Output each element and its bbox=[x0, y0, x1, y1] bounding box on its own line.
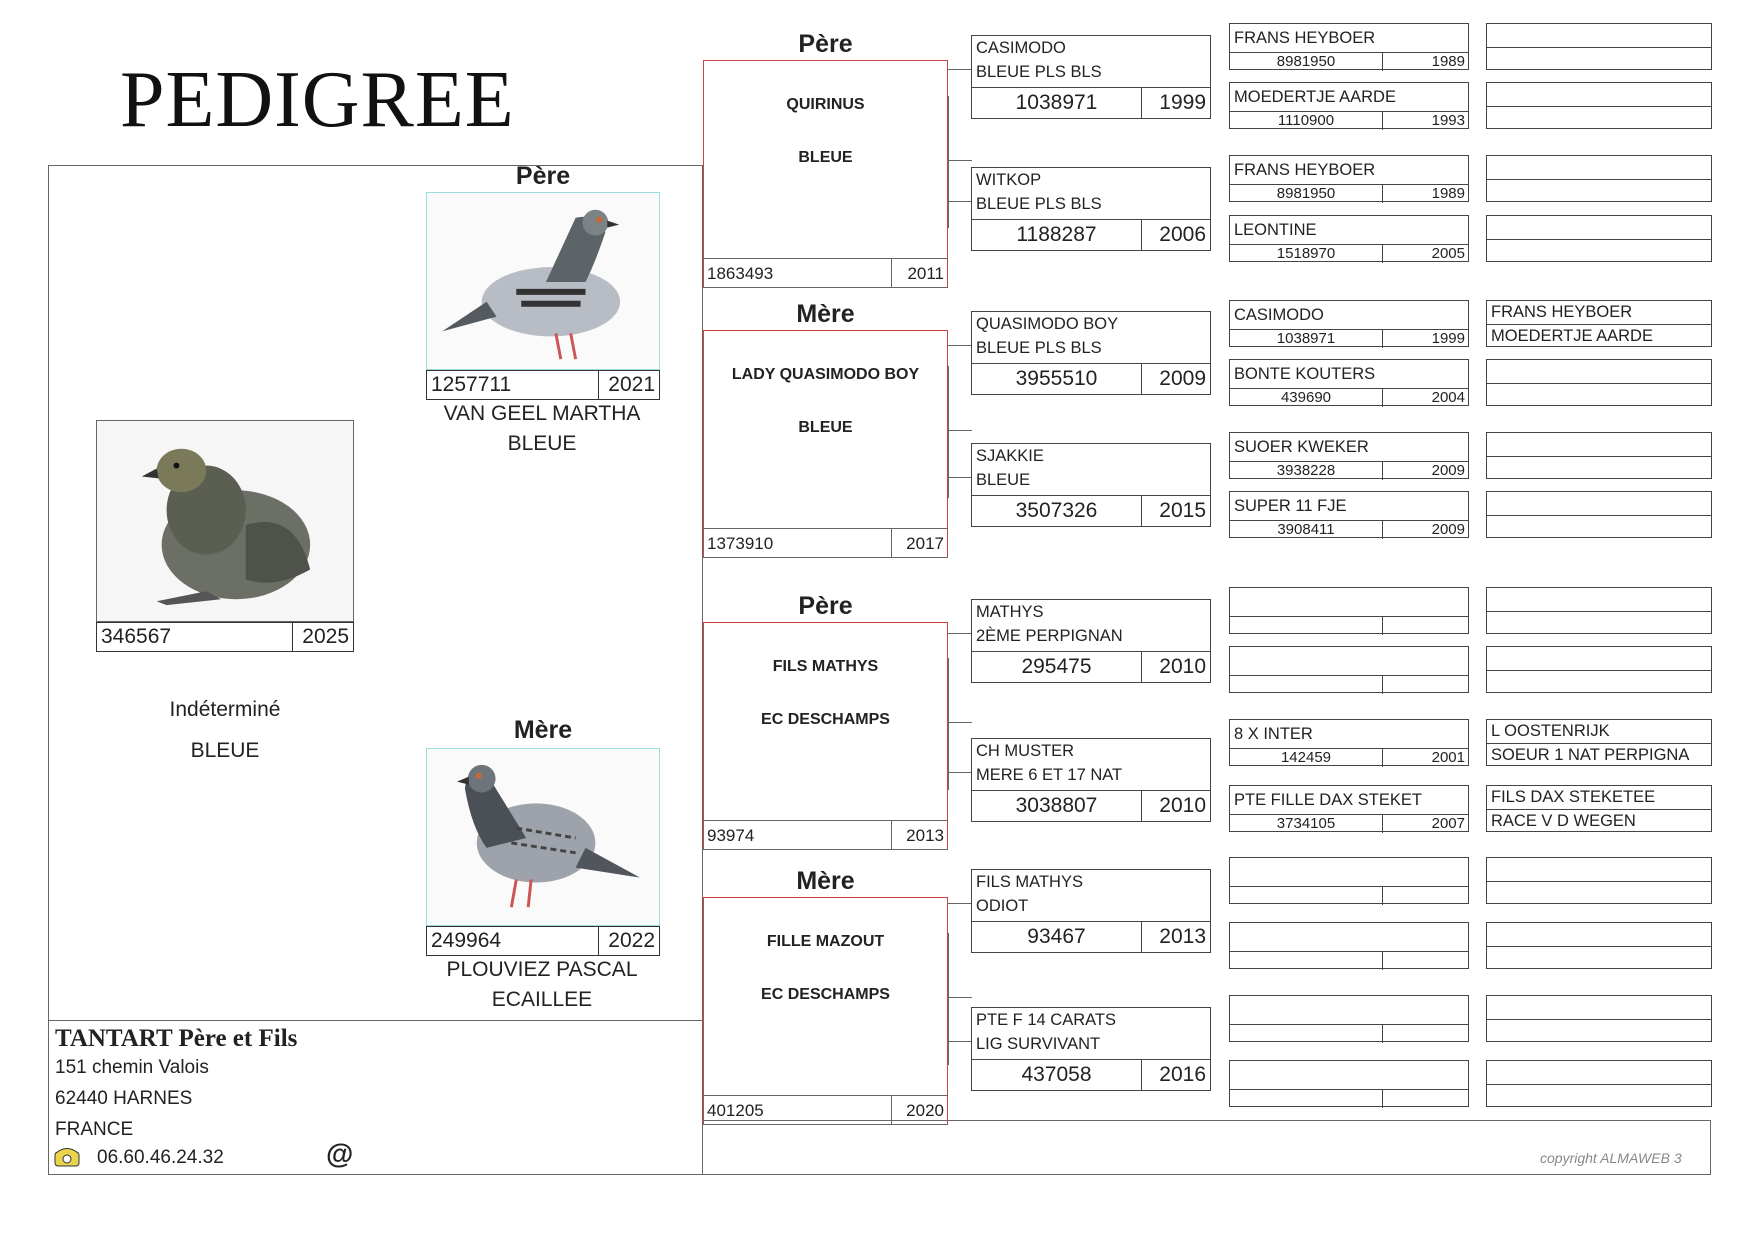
connector bbox=[948, 1041, 971, 1042]
gen4-year: 1989 bbox=[1431, 185, 1465, 202]
gen5-line2 bbox=[1487, 456, 1711, 480]
gen3-detail: ODIOT bbox=[976, 897, 1029, 915]
gen4-year: 2007 bbox=[1431, 815, 1465, 832]
gen4-year: 2001 bbox=[1431, 749, 1465, 766]
page-title: PEDIGREE bbox=[120, 56, 515, 144]
gen4-ring-row bbox=[1230, 1090, 1468, 1108]
gen3-ring-row bbox=[972, 1059, 1210, 1090]
gen3-card bbox=[971, 1007, 1211, 1091]
gen2-ring-row bbox=[703, 1095, 948, 1125]
sire-label: Père bbox=[515, 162, 571, 190]
gen3-year: 2016 bbox=[1159, 1063, 1206, 1086]
gen4-year: 2009 bbox=[1431, 521, 1465, 538]
gen3-detail: MERE 6 ET 17 NAT bbox=[976, 766, 1123, 784]
gen4-ring-row bbox=[1230, 185, 1468, 203]
gen5-line2 bbox=[1487, 1019, 1711, 1043]
gen3-name: CH MUSTER bbox=[976, 742, 1075, 760]
gen5-card bbox=[1486, 785, 1712, 832]
gen3-name: CASIMODO bbox=[976, 39, 1066, 57]
connector bbox=[948, 772, 971, 773]
gen3-card bbox=[971, 869, 1211, 953]
gen4-year: 2004 bbox=[1431, 389, 1465, 406]
gen2-year: 2020 bbox=[906, 1101, 944, 1120]
gen3-name: WITKOP bbox=[976, 171, 1042, 189]
connector bbox=[948, 345, 971, 346]
gen4-year: 1993 bbox=[1431, 112, 1465, 129]
gen2-name: LADY QUASIMODO BOY bbox=[731, 366, 920, 383]
gen3-ring: 3038807 bbox=[972, 791, 1142, 821]
connector bbox=[948, 997, 972, 998]
gen5-line2 bbox=[1487, 47, 1711, 71]
dam-owner: PLOUVIEZ PASCAL bbox=[446, 958, 638, 981]
dam-ring-row bbox=[426, 926, 660, 956]
gen5-card bbox=[1486, 23, 1712, 70]
gen4-ring: 142459 bbox=[1230, 749, 1383, 767]
gen2-color: BLEUE bbox=[798, 149, 853, 166]
gen5-line1 bbox=[1487, 647, 1711, 670]
gen4-year: 1999 bbox=[1431, 330, 1465, 347]
sire-owner: VAN GEEL MARTHA bbox=[443, 402, 641, 425]
gen4-card bbox=[1229, 646, 1469, 693]
gen3-detail: BLEUE PLS BLS bbox=[976, 63, 1102, 81]
gen2-card bbox=[703, 897, 948, 1125]
gen5-line1: L OOSTENRIJK bbox=[1491, 722, 1610, 740]
gen4-name: BONTE KOUTERS bbox=[1230, 360, 1468, 389]
connector bbox=[948, 96, 949, 228]
sire-ring: 1257711 bbox=[427, 371, 599, 399]
gen4-year: 1989 bbox=[1431, 53, 1465, 70]
gen3-ring: 295475 bbox=[972, 652, 1142, 682]
gen4-name: CASIMODO bbox=[1230, 301, 1468, 330]
gen4-ring-row bbox=[1230, 389, 1468, 407]
gen4-name: SUPER 11 FJE bbox=[1230, 492, 1468, 521]
gen4-ring bbox=[1230, 1025, 1383, 1043]
gen3-card bbox=[971, 443, 1211, 527]
gen4-year bbox=[1383, 617, 1468, 635]
gen4-card bbox=[1229, 1060, 1469, 1107]
gen5-card bbox=[1486, 719, 1712, 766]
gen5-card bbox=[1486, 857, 1712, 904]
gen4-ring bbox=[1230, 952, 1383, 970]
connector bbox=[948, 903, 971, 904]
gen3-ring-row bbox=[972, 363, 1210, 394]
breeder-phone: 06.60.46.24.32 bbox=[97, 1147, 224, 1168]
gen2-name: FILLE MAZOUT bbox=[766, 933, 885, 950]
sire-color: BLEUE bbox=[507, 432, 577, 455]
gen4-ring: 8981950 bbox=[1230, 185, 1383, 203]
gen4-year bbox=[1383, 887, 1468, 905]
gen5-card bbox=[1486, 587, 1712, 634]
gen3-ring: 93467 bbox=[972, 922, 1142, 952]
gen4-ring bbox=[1230, 676, 1383, 694]
gen4-card bbox=[1229, 857, 1469, 904]
gen3-name: QUASIMODO BOY bbox=[976, 315, 1119, 333]
gen4-ring-row bbox=[1230, 887, 1468, 905]
gen2-ring: 93974 bbox=[703, 821, 892, 849]
gen4-card bbox=[1229, 491, 1469, 538]
gen4-ring-row bbox=[1230, 462, 1468, 480]
gen5-line1 bbox=[1487, 923, 1711, 946]
gen5-line1 bbox=[1487, 433, 1711, 456]
gen3-ring-row bbox=[972, 495, 1210, 526]
gen5-card bbox=[1486, 432, 1712, 479]
gen5-line1 bbox=[1487, 858, 1711, 881]
breeder-city: 62440 HARNES bbox=[55, 1088, 193, 1109]
gen5-line1 bbox=[1487, 83, 1711, 106]
gen4-name: LEONTINE bbox=[1230, 216, 1468, 245]
gen2-ring: 1373910 bbox=[703, 529, 892, 557]
gen2-label: Père bbox=[798, 30, 853, 58]
gen5-line2 bbox=[1487, 515, 1711, 539]
connector bbox=[948, 430, 972, 431]
gen5-card bbox=[1486, 491, 1712, 538]
gen3-card bbox=[971, 599, 1211, 683]
subject-sex: Indéterminé bbox=[169, 698, 281, 721]
gen4-year: 2005 bbox=[1431, 245, 1465, 262]
gen3-card bbox=[971, 738, 1211, 822]
gen3-name: PTE F 14 CARATS bbox=[976, 1011, 1116, 1029]
connector bbox=[948, 477, 971, 478]
gen3-detail: BLEUE PLS BLS bbox=[976, 339, 1102, 357]
gen4-name: FRANS HEYBOER bbox=[1230, 156, 1468, 185]
sire-photo bbox=[426, 192, 660, 370]
gen2-ring-row bbox=[703, 528, 948, 558]
gen3-ring-row bbox=[972, 790, 1210, 821]
gen2-card bbox=[703, 60, 948, 288]
gen4-ring-row bbox=[1230, 521, 1468, 539]
gen5-card bbox=[1486, 922, 1712, 969]
dam-ring: 249964 bbox=[427, 927, 599, 955]
gen3-detail: BLEUE PLS BLS bbox=[976, 195, 1102, 213]
gen4-card bbox=[1229, 432, 1469, 479]
gen3-name: FILS MATHYS bbox=[976, 873, 1083, 891]
gen5-line1 bbox=[1487, 1061, 1711, 1084]
phone-icon bbox=[53, 1146, 81, 1168]
connector bbox=[948, 722, 972, 723]
gen4-year bbox=[1383, 1025, 1468, 1043]
gen4-ring: 1038971 bbox=[1230, 330, 1383, 348]
gen4-year bbox=[1383, 1090, 1468, 1108]
squab-image bbox=[97, 421, 353, 621]
gen4-ring bbox=[1230, 1090, 1383, 1108]
gen2-color: BLEUE bbox=[798, 419, 853, 436]
breeder-country: FRANCE bbox=[55, 1119, 134, 1140]
gen3-detail: LIG SURVIVANT bbox=[976, 1035, 1101, 1053]
gen5-line1 bbox=[1487, 24, 1711, 47]
gen2-label: Mère bbox=[796, 867, 855, 895]
subject-color: BLEUE bbox=[190, 739, 260, 762]
gen3-year: 2009 bbox=[1159, 367, 1206, 390]
gen2-label: Mère bbox=[796, 300, 855, 328]
gen5-line2: SOEUR 1 NAT PERPIGNA bbox=[1487, 743, 1711, 767]
breeder-street: 151 chemin Valois bbox=[55, 1057, 209, 1078]
gen3-name: SJAKKIE bbox=[976, 447, 1044, 465]
gen4-card bbox=[1229, 922, 1469, 969]
gen4-ring: 3908411 bbox=[1230, 521, 1383, 539]
gen4-card bbox=[1229, 82, 1469, 129]
gen4-name bbox=[1230, 923, 1468, 952]
gen4-name: SUOER KWEKER bbox=[1230, 433, 1468, 462]
sire-year: 2021 bbox=[608, 373, 655, 396]
gen3-detail: 2ÈME PERPIGNAN bbox=[976, 627, 1123, 645]
gen4-ring-row bbox=[1230, 952, 1468, 970]
connector bbox=[948, 201, 971, 202]
gen2-year: 2013 bbox=[906, 826, 944, 845]
gen5-card bbox=[1486, 300, 1712, 347]
gen4-year bbox=[1383, 676, 1468, 694]
gen4-card bbox=[1229, 785, 1469, 832]
subject-ring: 346567 bbox=[97, 623, 293, 651]
gen5-card bbox=[1486, 1060, 1712, 1107]
gen5-card bbox=[1486, 995, 1712, 1042]
gen4-ring-row bbox=[1230, 245, 1468, 263]
gen5-card bbox=[1486, 215, 1712, 262]
gen4-card bbox=[1229, 359, 1469, 406]
gen4-name bbox=[1230, 588, 1468, 617]
connector bbox=[948, 366, 949, 498]
gen5-line2: RACE V D WEGEN bbox=[1487, 809, 1711, 833]
dam-label: Mère bbox=[513, 716, 573, 744]
gen2-card bbox=[703, 330, 948, 558]
gen3-year: 2006 bbox=[1159, 223, 1206, 246]
gen4-card bbox=[1229, 719, 1469, 766]
dam-year: 2022 bbox=[608, 929, 655, 952]
gen2-ring-row bbox=[703, 258, 948, 288]
dam-color: ECAILLEE bbox=[491, 988, 593, 1011]
gen4-name: 8 X INTER bbox=[1230, 720, 1468, 749]
gen4-card bbox=[1229, 23, 1469, 70]
breeder-name: TANTART Père et Fils bbox=[55, 1025, 298, 1052]
gen3-year: 1999 bbox=[1159, 91, 1206, 114]
subject-photo bbox=[96, 420, 354, 622]
gen5-line2 bbox=[1487, 670, 1711, 694]
gen2-label: Père bbox=[798, 592, 853, 620]
gen5-line1: FILS DAX STEKETEE bbox=[1491, 788, 1656, 806]
gen4-ring-row bbox=[1230, 617, 1468, 635]
gen5-card bbox=[1486, 359, 1712, 406]
gen3-year: 2015 bbox=[1159, 499, 1206, 522]
gen3-year: 2010 bbox=[1159, 794, 1206, 817]
gen4-ring-row bbox=[1230, 815, 1468, 833]
gen4-ring-row bbox=[1230, 330, 1468, 348]
gen4-card bbox=[1229, 300, 1469, 347]
gen2-card bbox=[703, 622, 948, 850]
gen4-ring-row bbox=[1230, 112, 1468, 130]
gen4-ring-row bbox=[1230, 53, 1468, 71]
gen5-line2 bbox=[1487, 611, 1711, 635]
gen3-ring: 3507326 bbox=[972, 496, 1142, 526]
gen5-line1 bbox=[1487, 360, 1711, 383]
gen5-line1 bbox=[1487, 996, 1711, 1019]
gen5-card bbox=[1486, 155, 1712, 202]
gen5-card bbox=[1486, 646, 1712, 693]
gen2-name: QUIRINUS bbox=[786, 96, 865, 113]
gen3-ring-row bbox=[972, 651, 1210, 682]
gen4-ring: 1518970 bbox=[1230, 245, 1383, 263]
email-icon[interactable]: @ bbox=[326, 1138, 354, 1169]
gen4-ring bbox=[1230, 887, 1383, 905]
gen4-card bbox=[1229, 587, 1469, 634]
gen2-color: EC DESCHAMPS bbox=[761, 986, 890, 1003]
connector bbox=[948, 658, 949, 790]
gen4-ring: 3734105 bbox=[1230, 815, 1383, 833]
gen4-ring: 3938228 bbox=[1230, 462, 1383, 480]
gen2-ring-row bbox=[703, 820, 948, 850]
gen5-line2 bbox=[1487, 179, 1711, 203]
gen5-line2 bbox=[1487, 881, 1711, 905]
pigeon-image bbox=[427, 193, 659, 369]
copyright: copyright ALMAWEB 3 bbox=[1540, 1150, 1682, 1166]
gen4-ring-row bbox=[1230, 676, 1468, 694]
gen5-line2 bbox=[1487, 383, 1711, 407]
gen5-line2 bbox=[1487, 1084, 1711, 1108]
footer-divider bbox=[48, 1020, 703, 1021]
gen5-card bbox=[1486, 82, 1712, 129]
gen4-name: MOEDERTJE AARDE bbox=[1230, 83, 1468, 112]
gen3-card bbox=[971, 35, 1211, 119]
gen5-line2: MOEDERTJE AARDE bbox=[1487, 324, 1711, 348]
gen4-ring-row bbox=[1230, 1025, 1468, 1043]
gen2-year: 2011 bbox=[907, 264, 944, 283]
connector bbox=[948, 633, 971, 634]
gen4-ring: 1110900 bbox=[1230, 112, 1383, 130]
sire-ring-row bbox=[426, 370, 660, 400]
connector bbox=[948, 69, 971, 70]
gen2-ring: 401205 bbox=[703, 1096, 892, 1124]
gen2-ring: 1863493 bbox=[703, 259, 892, 287]
gen4-card bbox=[1229, 995, 1469, 1042]
gen4-name bbox=[1230, 858, 1468, 887]
gen2-color: EC DESCHAMPS bbox=[761, 711, 890, 728]
gen3-year: 2010 bbox=[1159, 655, 1206, 678]
gen3-name: MATHYS bbox=[976, 603, 1044, 621]
gen3-card bbox=[971, 311, 1211, 395]
gen5-line2 bbox=[1487, 106, 1711, 130]
dam-photo bbox=[426, 748, 660, 926]
connector bbox=[948, 160, 972, 161]
subject-year: 2025 bbox=[302, 625, 349, 648]
gen2-year: 2017 bbox=[906, 534, 944, 553]
gen2-name: FILS MATHYS bbox=[772, 658, 879, 675]
gen3-card bbox=[971, 167, 1211, 251]
gen4-ring bbox=[1230, 617, 1383, 635]
subject-ring-row bbox=[96, 622, 354, 652]
gen4-card bbox=[1229, 155, 1469, 202]
gen4-ring-row bbox=[1230, 749, 1468, 767]
gen3-ring: 437058 bbox=[972, 1060, 1142, 1090]
gen3-ring: 3955510 bbox=[972, 364, 1142, 394]
gen5-line1 bbox=[1487, 588, 1711, 611]
gen4-year: 2009 bbox=[1431, 462, 1465, 479]
gen5-line1: FRANS HEYBOER bbox=[1491, 303, 1633, 321]
gen3-ring-row bbox=[972, 921, 1210, 952]
gen4-name bbox=[1230, 647, 1468, 676]
copyright-frame bbox=[703, 1120, 1711, 1175]
pigeon-image bbox=[427, 749, 659, 925]
gen5-line2 bbox=[1487, 946, 1711, 970]
gen3-year: 2013 bbox=[1159, 925, 1206, 948]
gen4-name bbox=[1230, 1061, 1468, 1090]
gen5-line1 bbox=[1487, 216, 1711, 239]
gen3-ring: 1188287 bbox=[972, 220, 1142, 250]
gen4-ring: 439690 bbox=[1230, 389, 1383, 407]
gen4-name: FRANS HEYBOER bbox=[1230, 24, 1468, 53]
gen5-line1 bbox=[1487, 156, 1711, 179]
gen4-card bbox=[1229, 215, 1469, 262]
gen3-ring-row bbox=[972, 87, 1210, 118]
gen4-year bbox=[1383, 952, 1468, 970]
gen4-name: PTE FILLE DAX STEKET bbox=[1230, 786, 1468, 815]
gen3-ring: 1038971 bbox=[972, 88, 1142, 118]
gen3-detail: BLEUE bbox=[976, 471, 1031, 489]
connector bbox=[948, 933, 949, 1065]
gen5-line1 bbox=[1487, 492, 1711, 515]
gen4-name bbox=[1230, 996, 1468, 1025]
gen3-ring-row bbox=[972, 219, 1210, 250]
gen4-ring: 8981950 bbox=[1230, 53, 1383, 71]
gen5-line2 bbox=[1487, 239, 1711, 263]
